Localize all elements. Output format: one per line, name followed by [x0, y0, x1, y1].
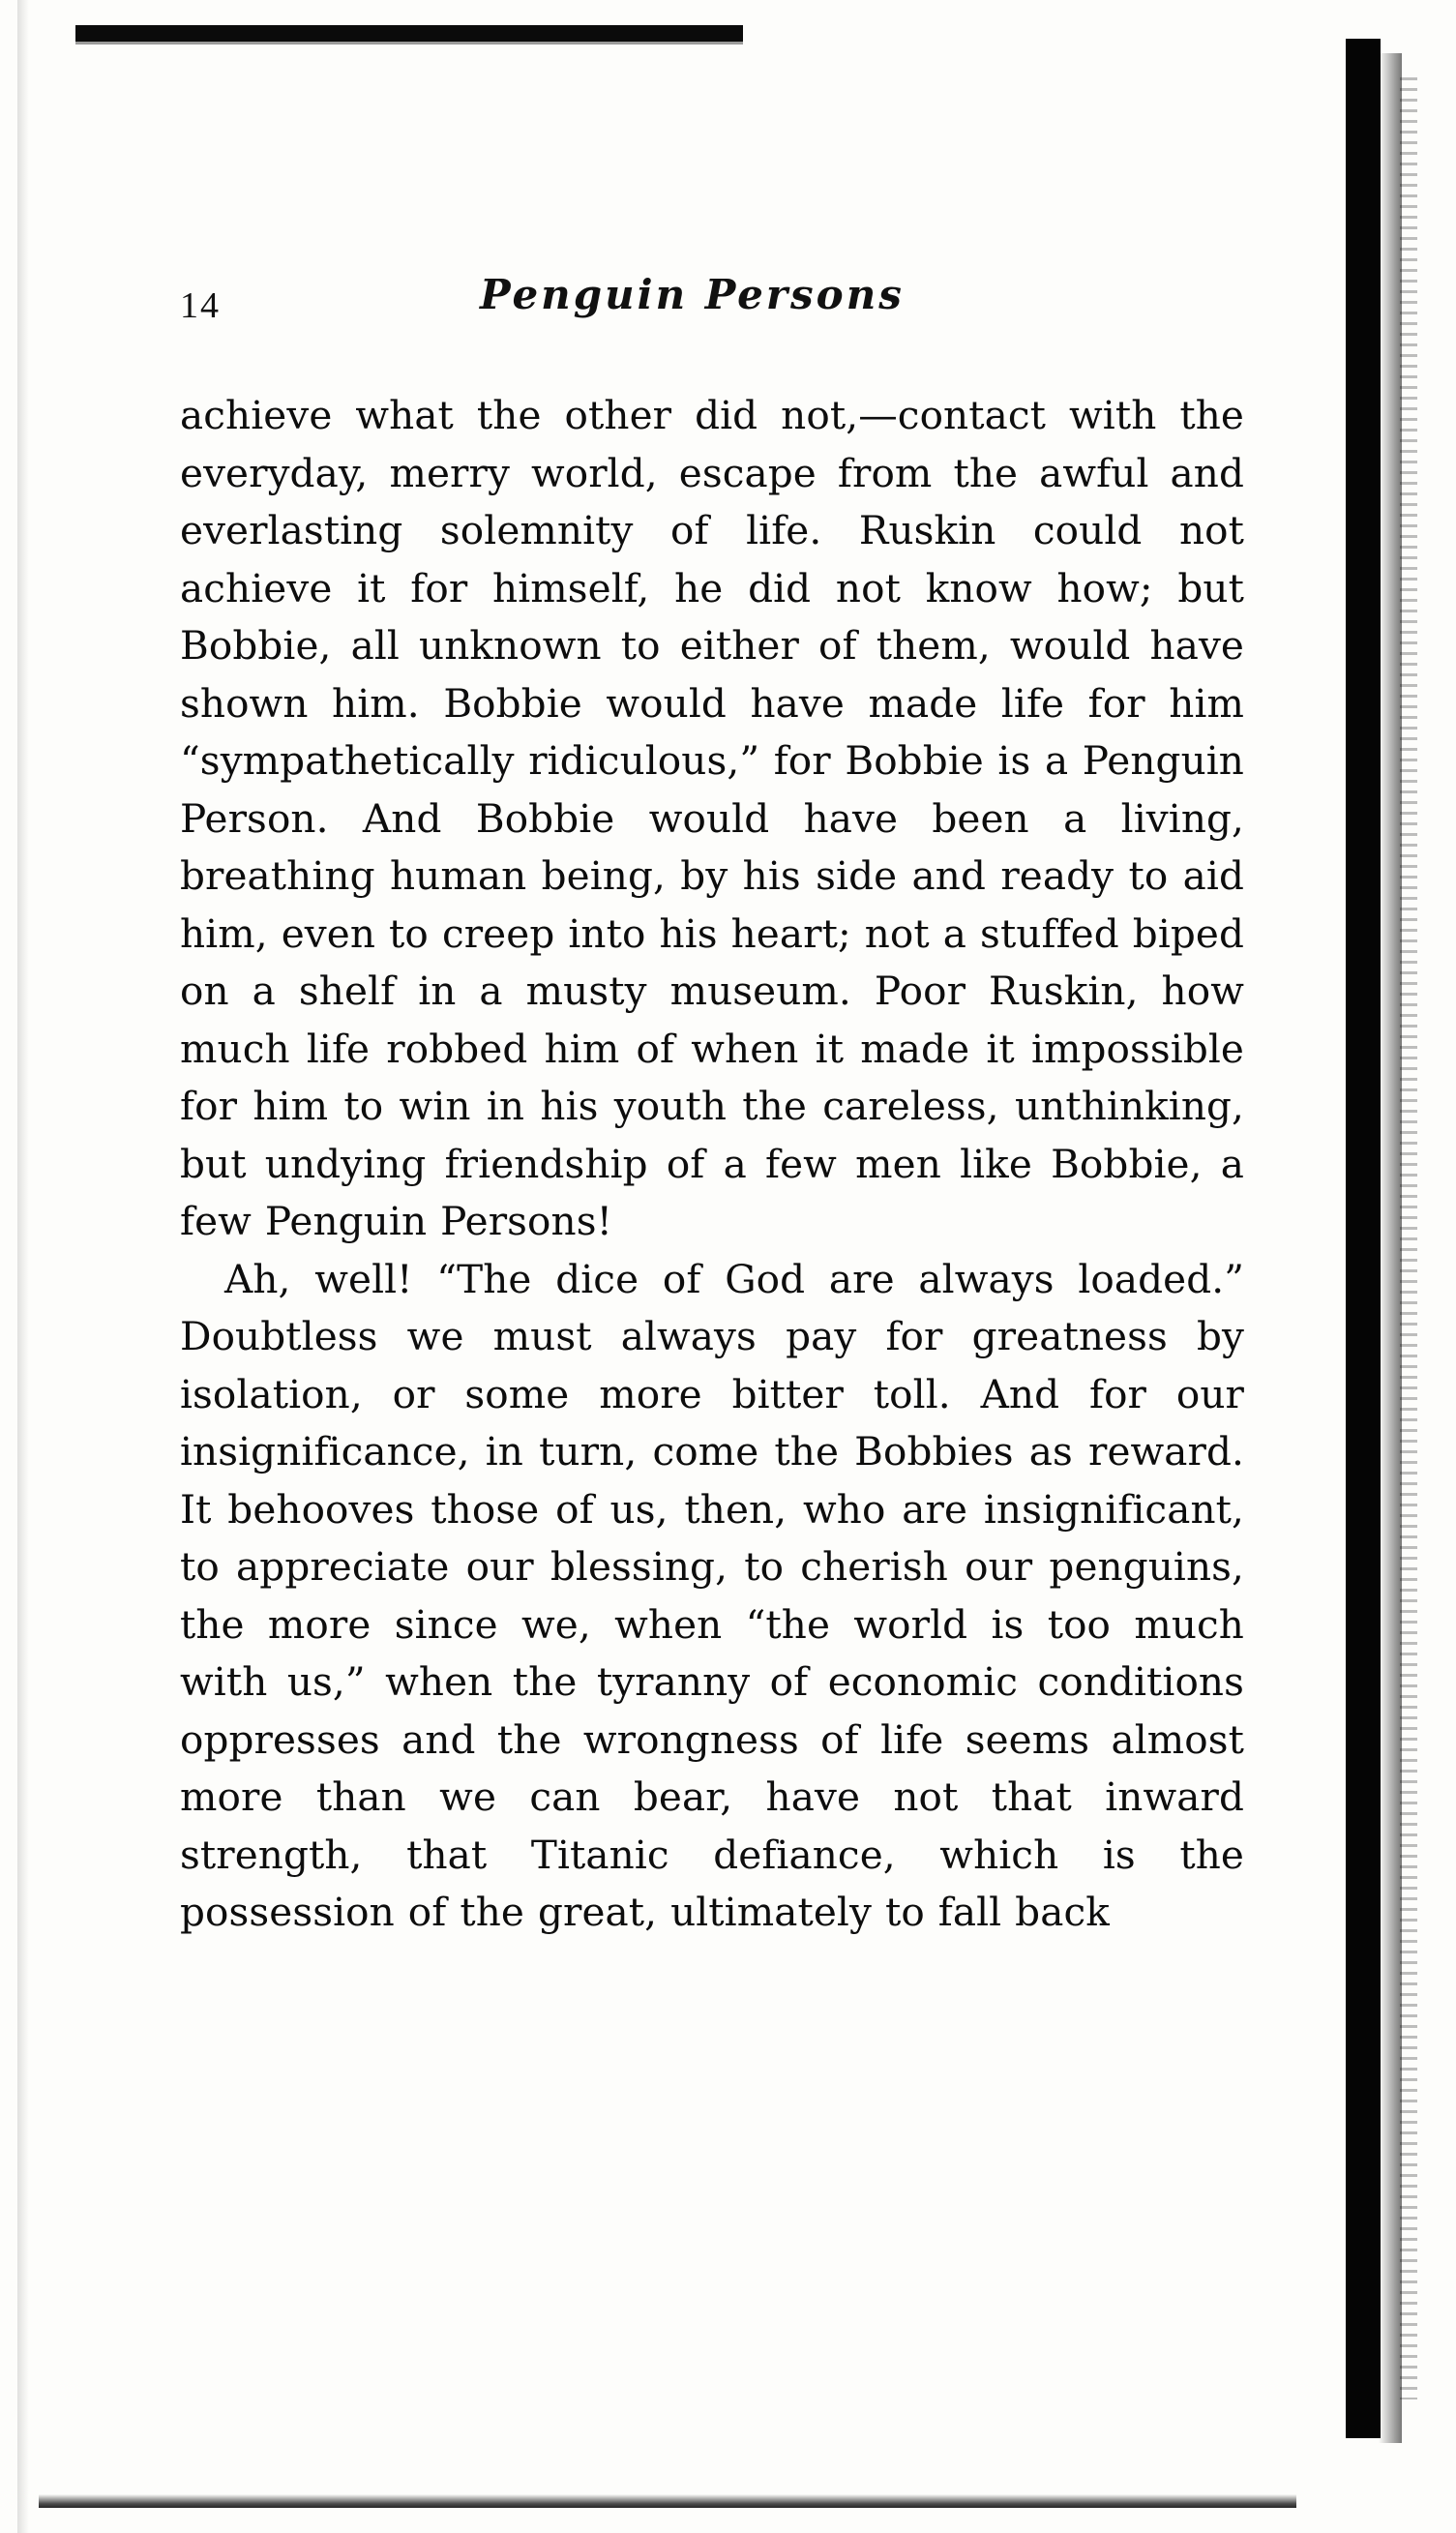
- page-number: 14: [180, 285, 221, 326]
- gutter-shadow-gradient: [1379, 53, 1402, 2443]
- top-edge-scan-artifact-thin: [75, 42, 743, 45]
- body-paragraph: achieve what the other did not,—contact with the everyday, merry world, escape from the awful and everlasting solemnity of life. Ruskin could not achieve it for himself, he did not know how; but Bobbie, all unknown to either of them, would have shown him. Bobbie would have made life for him “sympathetically ridiculous,” for Bobbie is a Penguin Person. And Bobbie would have been a living, breathing human being, by his side and ready to aid him, even to creep into his heart; not a stuffed biped on a shelf in a musty museum. Poor Ruskin, how much life robbed him of when it made it impossible for him to win in his youth the careless, unthinking, but undying friendship of a few men like Bobbie, a few Penguin Persons!: [180, 392, 1244, 1244]
- running-head-title: Penguin Persons: [480, 271, 905, 318]
- gutter-speckle: [1400, 77, 1417, 2399]
- running-head: [180, 271, 1244, 343]
- gutter-shadow: [1346, 39, 1381, 2438]
- top-edge-scan-artifact: [75, 25, 743, 42]
- bottom-edge-shadow: [39, 2494, 1296, 2508]
- body-paragraph: Ah, well! “The dice of God are always loaded.” Doubtless we must always pay for greatness by isolation, or some more bitter toll. And for our insignificance, in turn, come the Bobbies as reward. It behooves those of us, then, who are insignificant, to appreciate our blessing, to cherish our penguins, the more since we, when “the world is too much with us,” when the tyranny of economic conditions oppresses and the wrongness of life seems almost more than we can bear, have not that inward strength, that Titanic defiance, which is the possession of the great, ultimately to fall back: [180, 1255, 1244, 1935]
- left-edge-shadow: [17, 0, 29, 2533]
- text-column: [180, 271, 1244, 1942]
